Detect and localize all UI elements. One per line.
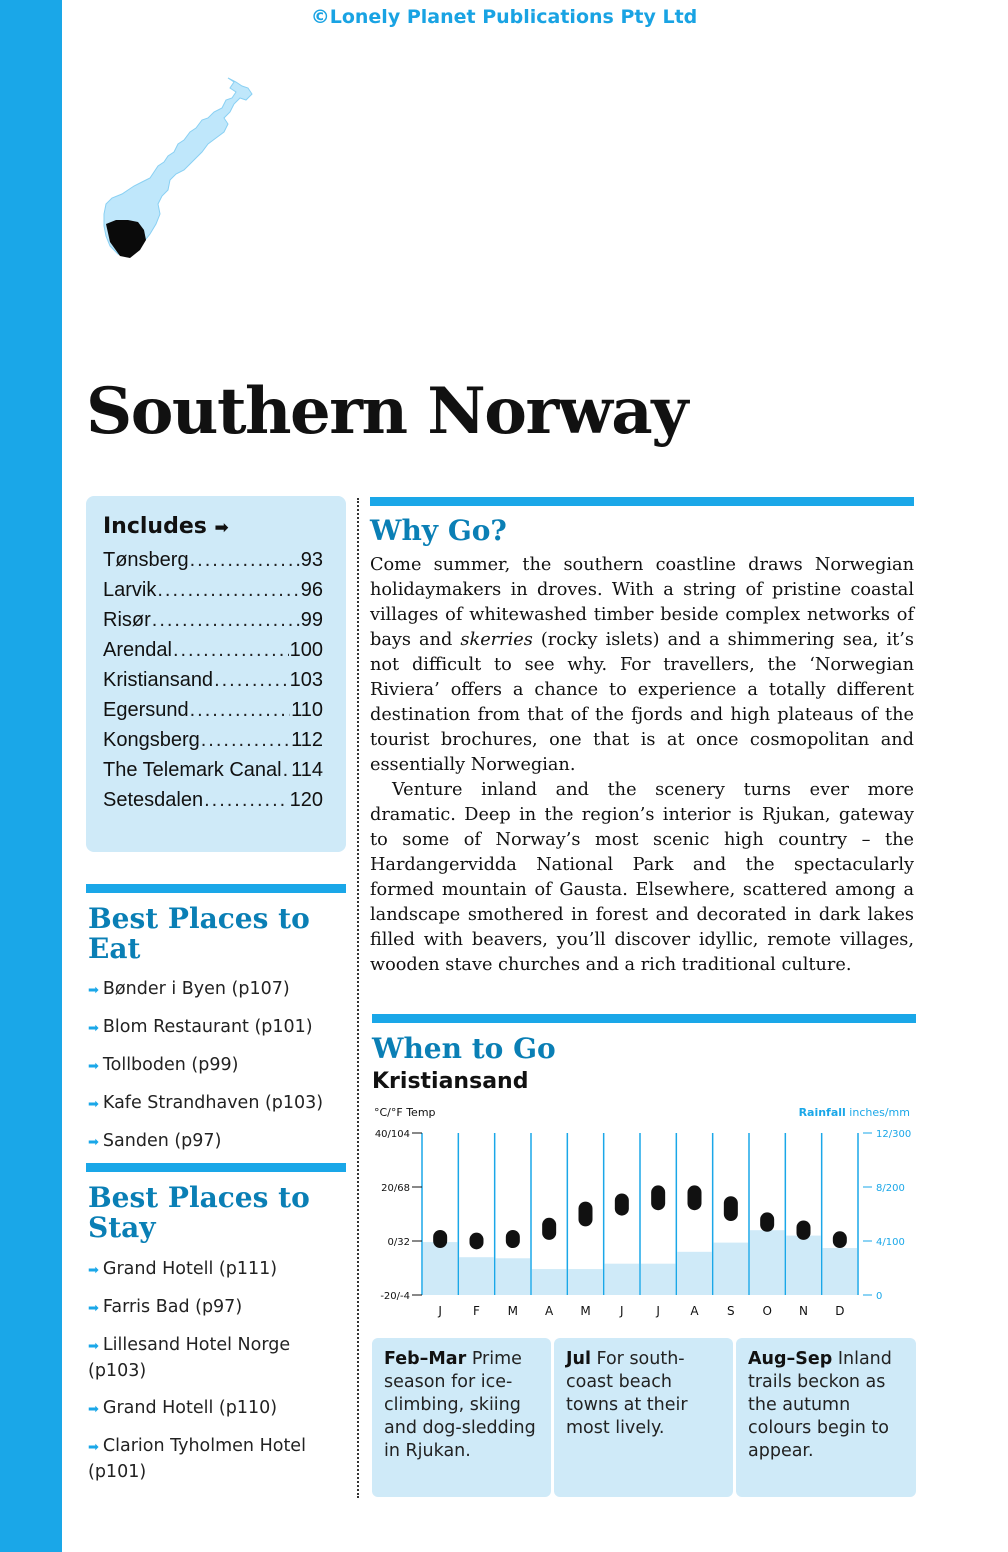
list-item[interactable]: ➡ Lillesand Hotel Norge (p103): [88, 1335, 291, 1381]
month-label: O: [762, 1304, 772, 1318]
includes-item[interactable]: Egersund ..... 110: [103, 699, 323, 729]
month-label: J: [438, 1304, 442, 1318]
list-item[interactable]: ➡ Blom Restaurant (p101): [88, 1017, 313, 1037]
temperature-range-mark: [506, 1230, 520, 1248]
why-go-heading: Why Go?: [370, 514, 507, 547]
copyright-notice: ©Lonely Planet Publications Pty Ltd: [310, 6, 698, 28]
temperature-range-mark: [542, 1218, 556, 1240]
list-item[interactable]: ➡ Clarion Tyholmen Hotel (p101): [88, 1436, 306, 1482]
temperature-range-mark: [688, 1185, 702, 1210]
best-eat-heading: Best Places to Eat: [88, 902, 310, 965]
arrow-right-icon: ➡: [88, 1135, 99, 1150]
season-panel: Jul For south-coast beach towns at their most lively.: [554, 1338, 733, 1497]
temp-tick-label: 0/32: [387, 1237, 410, 1248]
rainfall-bar: [714, 1243, 748, 1295]
season-panel: Feb–Mar Prime season for ice-climbing, skiing and dog-sledding in Rjukan.: [372, 1338, 551, 1497]
includes-item[interactable]: The Telemark Canal ..... 114: [103, 759, 323, 789]
rainfall-bar: [532, 1269, 566, 1295]
section-rule: [372, 1014, 916, 1023]
arrow-right-icon: ➡: [88, 1301, 99, 1316]
rainfall-bar: [459, 1257, 493, 1295]
temp-axis-label: °C/°F Temp: [374, 1106, 436, 1119]
temp-tick-label: -20/-4: [380, 1291, 410, 1302]
includes-item[interactable]: Tønsberg ..... 93: [103, 549, 323, 579]
rainfall-bar: [786, 1236, 820, 1295]
month-label: F: [473, 1304, 480, 1318]
section-rule: [370, 497, 914, 506]
rainfall-bar: [641, 1264, 675, 1295]
month-label: A: [545, 1304, 554, 1318]
arrow-right-icon: ➡: [88, 1021, 99, 1036]
left-color-bar: [0, 0, 62, 1552]
temp-tick-label: 20/68: [381, 1183, 410, 1194]
arrow-right-icon: ➡: [88, 983, 99, 998]
section-rule: [86, 884, 346, 893]
includes-item[interactable]: Kongsberg ..... 112: [103, 729, 323, 759]
rainfall-bar: [823, 1248, 857, 1295]
rain-axis-label: Rainfall inches/mm: [798, 1106, 910, 1119]
why-go-paragraph-2: Venture inland and the scenery turns ever more dramatic. Deep in the region’s interior is Rjukan, gateway to some of Norway’s most scenic high country – the Hardangervidda National Park and the spectacularly formed mountain of Gausta. Elsewhere, scattered among a landscape smothered in forest and decorated in dark lakes filled with beavers, you’ll discover idyllic, remote villages, wooden stave churches and a rich traditional culture.: [370, 780, 914, 975]
column-divider: [357, 498, 359, 1498]
list-item[interactable]: ➡ Grand Hotell (p110): [88, 1398, 278, 1418]
rain-tick-label: 8/200: [876, 1183, 905, 1194]
month-label: J: [620, 1304, 624, 1318]
list-item[interactable]: ➡ Bønder i Byen (p107): [88, 979, 290, 999]
page-title: Southern Norway: [86, 374, 687, 449]
best-eat-list: [88, 977, 348, 1167]
includes-item[interactable]: Kristiansand ..... 103: [103, 669, 323, 699]
temperature-range-mark: [579, 1202, 593, 1227]
chart-city-title: Kristiansand: [372, 1069, 529, 1094]
includes-list: [103, 549, 323, 819]
rainfall-bar: [568, 1269, 602, 1295]
list-item[interactable]: ➡ Kafe Strandhaven (p103): [88, 1093, 324, 1113]
arrow-right-icon: ➡: [88, 1402, 99, 1417]
temperature-range-mark: [797, 1221, 811, 1240]
temperature-range-mark: [651, 1185, 665, 1210]
season-panel: Aug–Sep Inland trails beckon as the autumn colours begin to appear.: [736, 1338, 916, 1497]
list-item[interactable]: ➡ Tollboden (p99): [88, 1055, 239, 1075]
arrow-right-icon: ➡: [88, 1440, 99, 1455]
temperature-range-mark: [615, 1194, 629, 1216]
rainfall-bar: [750, 1230, 784, 1295]
temperature-range-mark: [724, 1196, 738, 1221]
section-rule: [86, 1163, 346, 1172]
month-label: M: [507, 1304, 519, 1318]
arrow-right-icon: ➡: [88, 1059, 99, 1074]
month-label: M: [580, 1304, 591, 1318]
rainfall-bar: [677, 1252, 711, 1295]
norway-map-icon: [96, 74, 266, 266]
includes-item[interactable]: Setesdalen ..... 120: [103, 789, 323, 819]
climate-chart: [370, 1100, 914, 1326]
arrow-right-icon: ➡: [88, 1097, 99, 1112]
rainfall-bar: [605, 1264, 639, 1295]
month-label: J: [656, 1304, 660, 1318]
month-label: D: [835, 1304, 845, 1318]
why-go-text: [370, 553, 914, 978]
rain-tick-label: 12/300: [876, 1129, 912, 1140]
includes-box: [86, 496, 346, 852]
includes-item[interactable]: Risør ..... 99: [103, 609, 323, 639]
best-stay-heading: Best Places to Stay: [88, 1181, 310, 1244]
rain-tick-label: 4/100: [876, 1237, 905, 1248]
month-label: A: [690, 1304, 699, 1318]
month-label: N: [799, 1304, 808, 1318]
when-to-go-heading: When to Go: [372, 1032, 556, 1065]
temperature-range-mark: [433, 1230, 447, 1248]
rainfall-bar: [496, 1258, 530, 1295]
temperature-range-mark: [470, 1233, 484, 1250]
temperature-range-mark: [833, 1231, 847, 1248]
arrow-right-icon: ➡: [88, 1263, 99, 1278]
includes-heading: Includes ➡: [103, 514, 229, 539]
list-item[interactable]: ➡ Grand Hotell (p111): [88, 1259, 278, 1279]
season-panels: [372, 1338, 916, 1497]
temp-tick-label: 40/104: [374, 1129, 410, 1140]
arrow-right-icon: ➡: [88, 1339, 99, 1354]
list-item[interactable]: ➡ Sanden (p97): [88, 1131, 222, 1151]
best-stay-list: [88, 1257, 348, 1497]
includes-item[interactable]: Arendal ..... 100: [103, 639, 323, 669]
rainfall-bar: [423, 1242, 457, 1295]
list-item[interactable]: ➡ Farris Bad (p97): [88, 1297, 243, 1317]
rain-tick-label: 0: [876, 1291, 883, 1302]
why-go-paragraph-1: Come summer, the southern coastline draws Norwegian holidaymakers in droves. With a string of pristine coastal villages of whitewashed timber beside complex networks of bays and skerries (rocky islets) and a shimmering sea, it’s not difficult to see why. For travellers, the ‘Norwegian Riviera’ offers a chance to experience a totally different destination from that of the fjords and high plateaus of the tourist brochures, one that is at once cosmopolitan and essentially Norwegian.: [370, 555, 914, 775]
includes-item[interactable]: Larvik ..... 96: [103, 579, 323, 609]
temperature-range-mark: [760, 1212, 774, 1231]
month-label: S: [727, 1304, 735, 1318]
arrow-right-icon: ➡: [214, 518, 229, 538]
